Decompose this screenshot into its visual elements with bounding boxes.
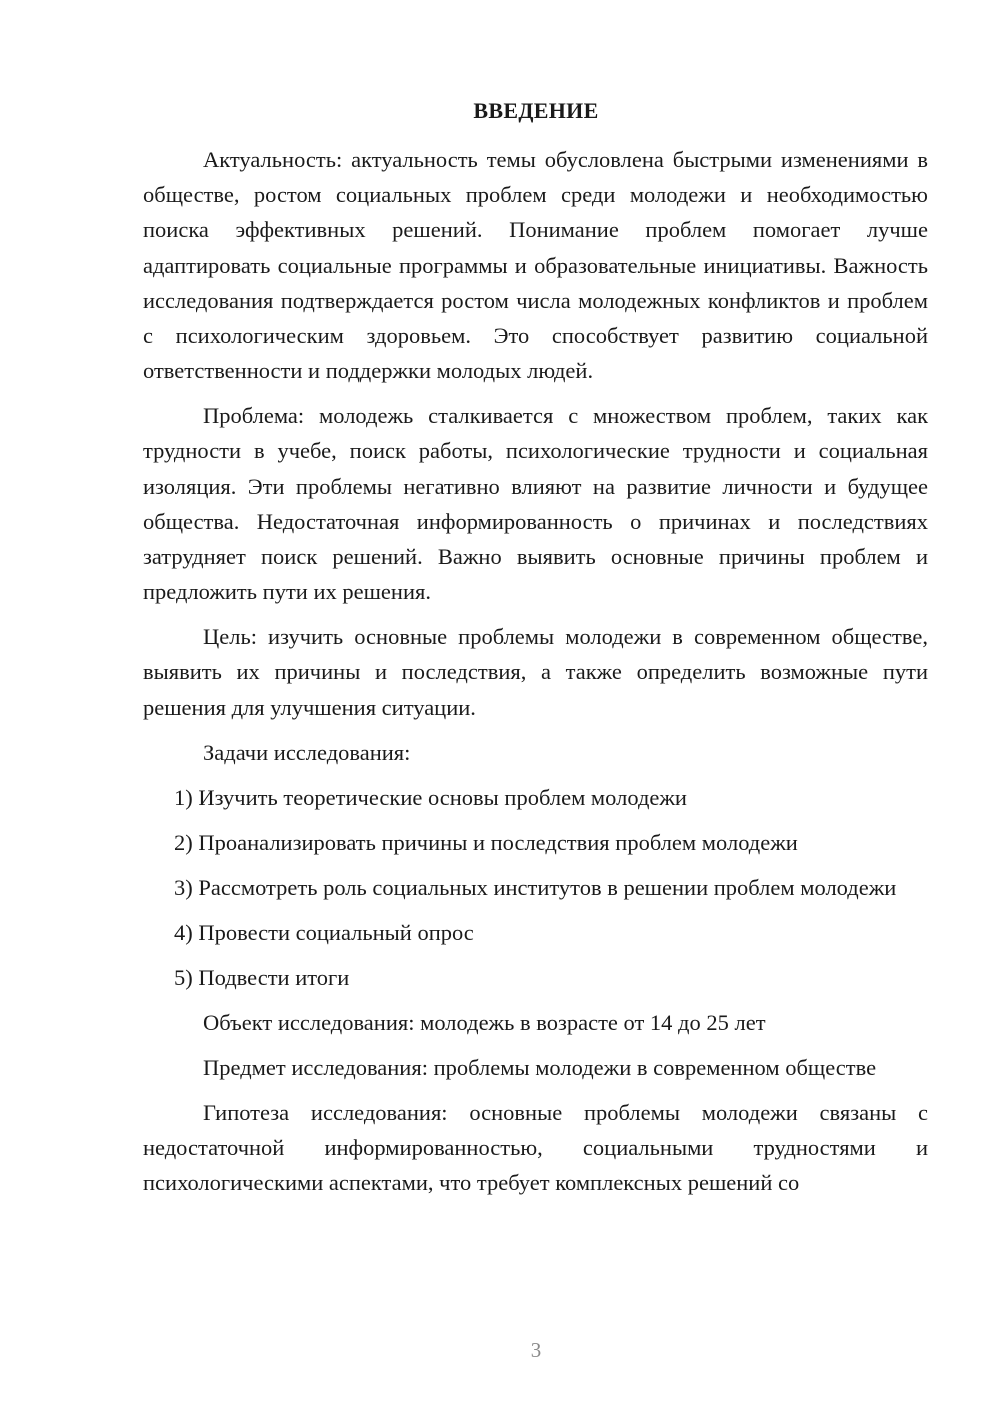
task-item-4: 4) Провести социальный опрос [174,919,474,945]
paragraph-subject: Предмет исследования: проблемы молодежи в современном обществе [203,1054,877,1080]
page-number: 3 [530,1338,542,1362]
task-item-2: 2) Проанализировать причины и последствия проблем молодежи [174,829,798,855]
paragraph-hypothesis: Гипотеза исследования: основные проблемы молодежи связаны с недостаточной информированностью, социальными трудностями и психологическими аспектами, что требует комплексных решений со [143,1099,928,1196]
paragraph-problem: Проблема: молодежь сталкивается с множеством проблем, таких как трудности в учебе, поиск работы, психологические трудности и социальная изоляция. Эти проблемы негативно влияют на развитие личности и будущее общества. Недостаточная информированность о причинах и последствиях затрудняет поиск решений. Важно выявить основные причины проблем и предложить пути их решения. [143,403,928,605]
paragraph-relevance: Актуальность: актуальность темы обусловлена быстрыми изменениями в обществе, ростом социальных проблем среди молодежи и необходимостью поиска эффективных решений. Понимание проблем помогает лучше адаптировать социальные программы и образовательные инициативы. Важность исследования подтверждается ростом числа молодежных конфликтов и проблем с психологическим здоровьем. Это способствует развитию социальной ответственности и поддержки молодых людей. [143,147,928,384]
page-title: ВВЕДЕНИЕ [473,98,599,123]
paragraph-goal: Цель: изучить основные проблемы молодежи в современном обществе, выявить их причины и последствия, а также определить возможные пути решения для улучшения ситуации. [143,624,928,720]
task-item-3: 3) Рассмотреть роль социальных институтов в решении проблем молодежи [174,874,897,900]
paragraph-tasks-heading: Задачи исследования: [203,739,411,765]
task-item-1: 1) Изучить теоретические основы проблем молодежи [174,784,687,810]
document-body [143,142,928,1210]
paragraph-object: Объект исследования: молодежь в возрасте от 14 до 25 лет [203,1009,766,1035]
task-item-5: 5) Подвести итоги [174,964,350,990]
